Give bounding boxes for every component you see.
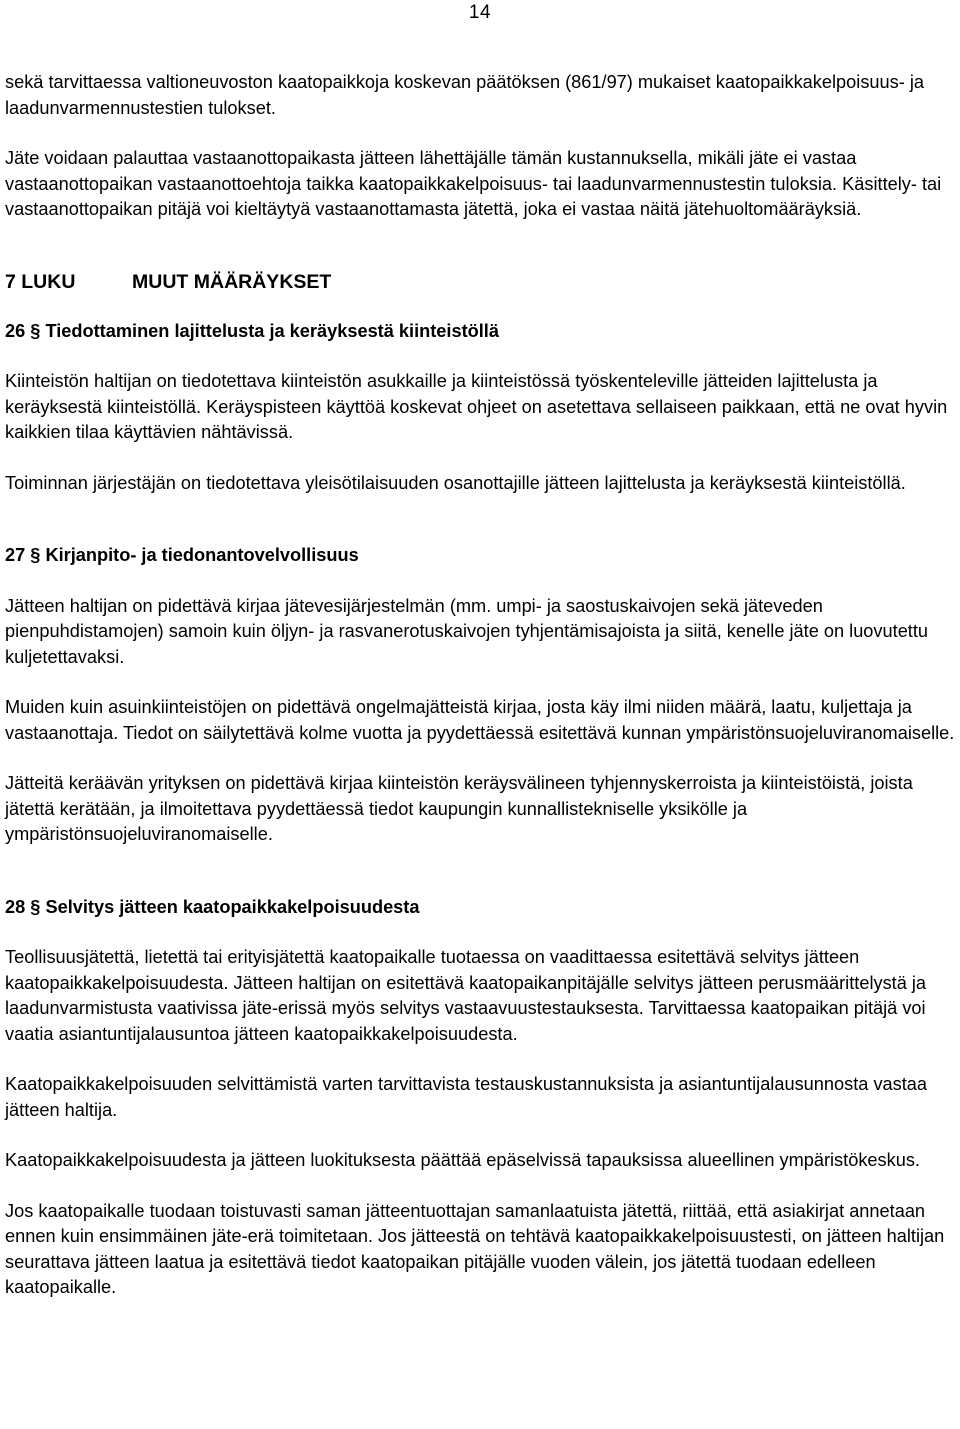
- paragraph: Jätteen haltijan on pidettävä kirjaa jätevesijärjestelmän (mm. umpi- ja saostuskaivojen sekä jäteveden pienpuhdistamojen) samoin kuin öljyn- ja rasvanerotuskaivojen tyhjentämisajoista ja siitä, kenelle jäte on luovutettu kuljetettavaksi.: [5, 595, 929, 667]
- page-number: 14: [468, 2, 492, 23]
- paragraph: Jos kaatopaikalle tuodaan toistuvasti saman jätteentuottajan samanlaatuista jätettä, riittää, että asiakirjat annetaan ennen kuin ensimmäinen jäte-erä toimitetaan. Jos jätteestä on tehtävä kaatopaikkakelpoisuustesti, on jätteen haltijan seurattava jätteen laatua ja esitettävä tiedot kaatopaikan pitäjälle vuoden välein, jos jätettä tuodaan edelleen kaatopaikalle.: [5, 1200, 945, 1297]
- paragraph: Toiminnan järjestäjän on tiedotettava yleisötilaisuuden osanottajille jätteen lajittelusta ja keräyksestä kiinteistöllä.: [5, 472, 906, 493]
- chapter-title: MUUT MÄÄRÄYKSET: [132, 270, 332, 293]
- paragraph: Kaatopaikkakelpoisuuden selvittämistä varten tarvittavista testauskustannuksista ja asiantuntijalausunnosta vastaa jätteen haltija.: [5, 1074, 928, 1120]
- paragraph: Muiden kuin asuinkiinteistöjen on pidettävä ongelmajätteistä kirjaa, josta käy ilmi niiden määrä, laatu, kuljettaja ja vastaanottaja. Tiedot on säilytettävä kolme vuotta ja pyydettäessä esitettävä kunnan ympäristönsuojeluviranomaiselle.: [5, 697, 955, 743]
- paragraph: Jätteitä keräävän yrityksen on pidettävä kirjaa kiinteistön keräysvälineen tyhjennyskerroista ja kiinteistöistä, joista jätettä kerätään, ja ilmoitettava pyydettäessä tiedot kaupungin kunnallistekniselle yksikölle ja ympäristönsuojeluviranomaiselle.: [5, 773, 913, 844]
- section-heading-27: 27 § Kirjanpito- ja tiedonantovelvollisuus: [5, 545, 359, 565]
- paragraph: Teollisuusjätettä, lietettä tai erityisjätettä kaatopaikalle tuotaessa on vaadittaessa esitettävä selvitys jätteen kaatopaikkakelpoisuudesta. Jätteen haltijan on esitettävä kaatopaikanpitäjälle selvitys jätteen perusmäärittelystä ja laadunvarmistusta vaativissa jäte-erissä myös selvitys vastaavuustestauksesta. Tarvittaessa kaatopaikan pitäjä voi vaatia asiantuntijalausuntoa jätteen kaatopaikkakelpoisuudesta.: [5, 947, 927, 1044]
- paragraph: Kiinteistön haltijan on tiedotettava kiinteistön asukkaille ja kiinteistössä työskenteleville jätteiden lajittelusta ja keräyksestä kiinteistöllä. Keräyspisteen käyttöä koskevat ohjeet on asetettava sellaiseen paikkaan, että ne ovat hyvin kaikkien tilaa käyttävien nähtävissä.: [5, 371, 948, 442]
- document-body: [5, 70, 957, 1301]
- paragraph: Kaatopaikkakelpoisuudesta ja jätteen luokituksesta päättää epäselvissä tapauksissa alueellinen ympäristökeskus.: [5, 1150, 920, 1170]
- section-heading-26: 26 § Tiedottaminen lajittelusta ja keräyksestä kiinteistöllä: [5, 320, 499, 341]
- chapter-heading: [5, 270, 957, 295]
- section-heading-28: 28 § Selvitys jätteen kaatopaikkakelpoisuudesta: [5, 896, 420, 917]
- paragraph: Jäte voidaan palauttaa vastaanottopaikasta jätteen lähettäjälle tämän kustannuksella, mikäli jäte ei vastaa vastaanottopaikan vastaanottoehtoja taikka kaatopaikkakelpoisuus- tai laadunvarmennustestin tuloksia. Käsittely- tai vastaanottopaikan pitäjä voi kieltäytyä vastaanottamasta jätettä, joka ei vastaa näitä jätehuoltomääräyksiä.: [5, 148, 942, 219]
- paragraph: sekä tarvittaessa valtioneuvoston kaatopaikkoja koskevan päätöksen (861/97) mukaiset kaatopaikkakelpoisuus- ja laadunvarmennustestien tulokset.: [5, 72, 925, 118]
- chapter-number: 7 LUKU: [5, 270, 76, 293]
